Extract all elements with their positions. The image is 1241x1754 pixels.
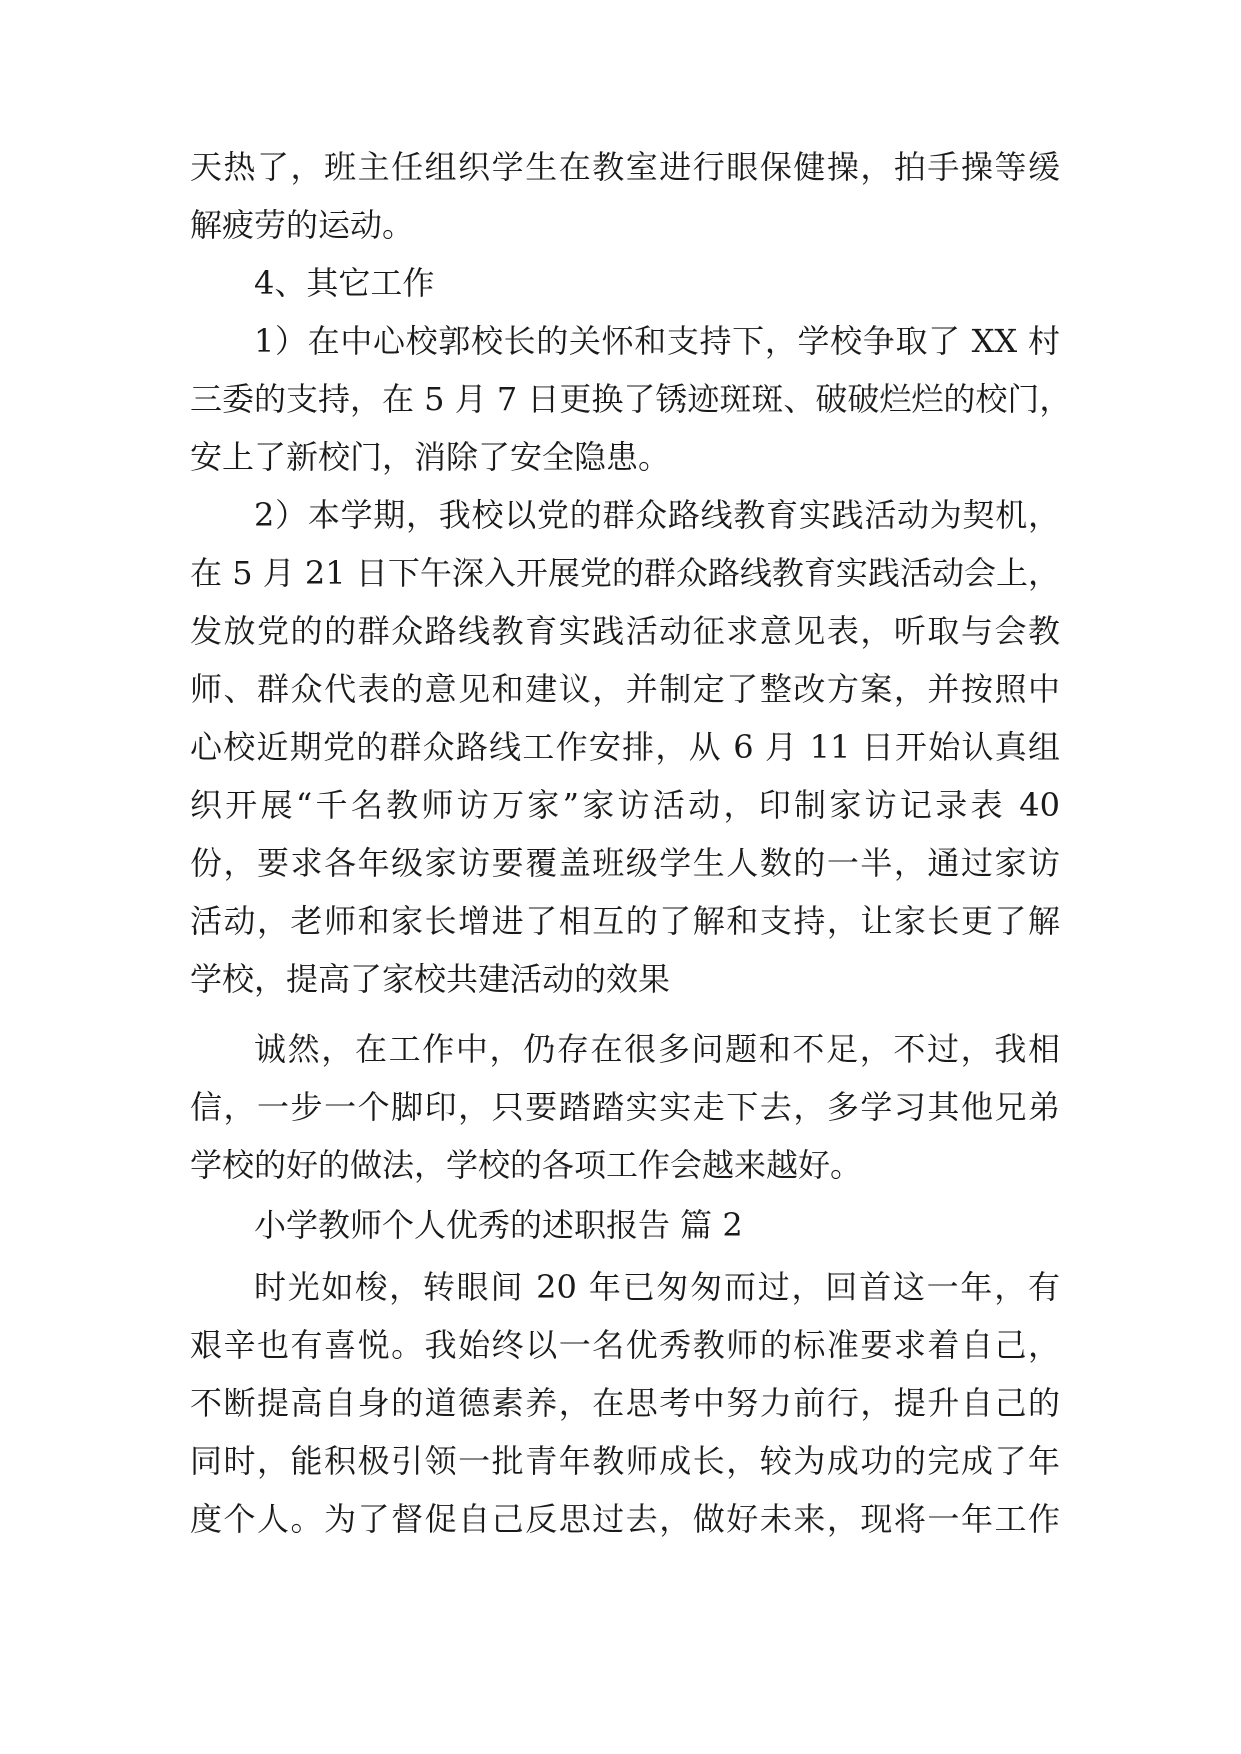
text-line: 2）本学期，我校以党的群众路线教育实践活动为契机， <box>254 496 1060 534</box>
text-line: 活动，老师和家长增进了相互的了解和支持，让家长更了解 <box>190 902 1060 940</box>
text-line: 在 5 月 21 日下午深入开展党的群众路线教育实践活动会上， <box>190 554 1060 592</box>
section-heading: 4、其它工作 <box>254 264 435 302</box>
text-line: 织开展“千名教师访万家”家访活动，印制家访记录表 40 <box>190 786 1060 824</box>
text-line: 1）在中心校郭校长的关怀和支持下，学校争取了 XX 村 <box>254 322 1060 360</box>
text-line: 学校，提高了家校共建活动的效果 <box>190 960 671 998</box>
text-line: 学校的好的做法，学校的各项工作会越来越好。 <box>190 1146 863 1184</box>
text-line: 份，要求各年级家访要覆盖班级学生人数的一半，通过家访 <box>190 844 1060 882</box>
text-line: 艰辛也有喜悦。我始终以一名优秀教师的标准要求着自己， <box>190 1326 1060 1364</box>
text-line: 安上了新校门，消除了安全隐患。 <box>190 438 671 476</box>
text-line: 师、群众代表的意见和建议，并制定了整改方案，并按照中 <box>190 670 1060 708</box>
text-line: 同时，能积极引领一批青年教师成长，较为成功的完成了年 <box>190 1442 1060 1480</box>
text-line: 发放党的的群众路线教育实践活动征求意见表，听取与会教 <box>190 612 1060 650</box>
text-line: 心校近期党的群众路线工作安排，从 6 月 11 日开始认真组 <box>190 728 1060 766</box>
text-line: 诚然，在工作中，仍存在很多问题和不足，不过，我相 <box>254 1030 1060 1068</box>
text-line: 天热了，班主任组织学生在教室进行眼保健操，拍手操等缓 <box>190 148 1060 186</box>
text-line: 三委的支持，在 5 月 7 日更换了锈迹斑斑、破破烂烂的校门， <box>190 380 1072 418</box>
text-line: 信，一步一个脚印，只要踏踏实实走下去，多学习其他兄弟 <box>190 1088 1060 1126</box>
text-line: 度个人。为了督促自己反思过去，做好未来，现将一年工作 <box>190 1500 1060 1538</box>
text-line: 时光如梭，转眼间 20 年已匆匆而过，回首这一年，有 <box>254 1268 1060 1306</box>
section-title: 小学教师个人优秀的述职报告 篇 2 <box>254 1206 743 1244</box>
text-line: 不断提高自身的道德素养，在思考中努力前行，提升自己的 <box>190 1384 1060 1422</box>
text-line: 解疲劳的运动。 <box>190 206 415 244</box>
